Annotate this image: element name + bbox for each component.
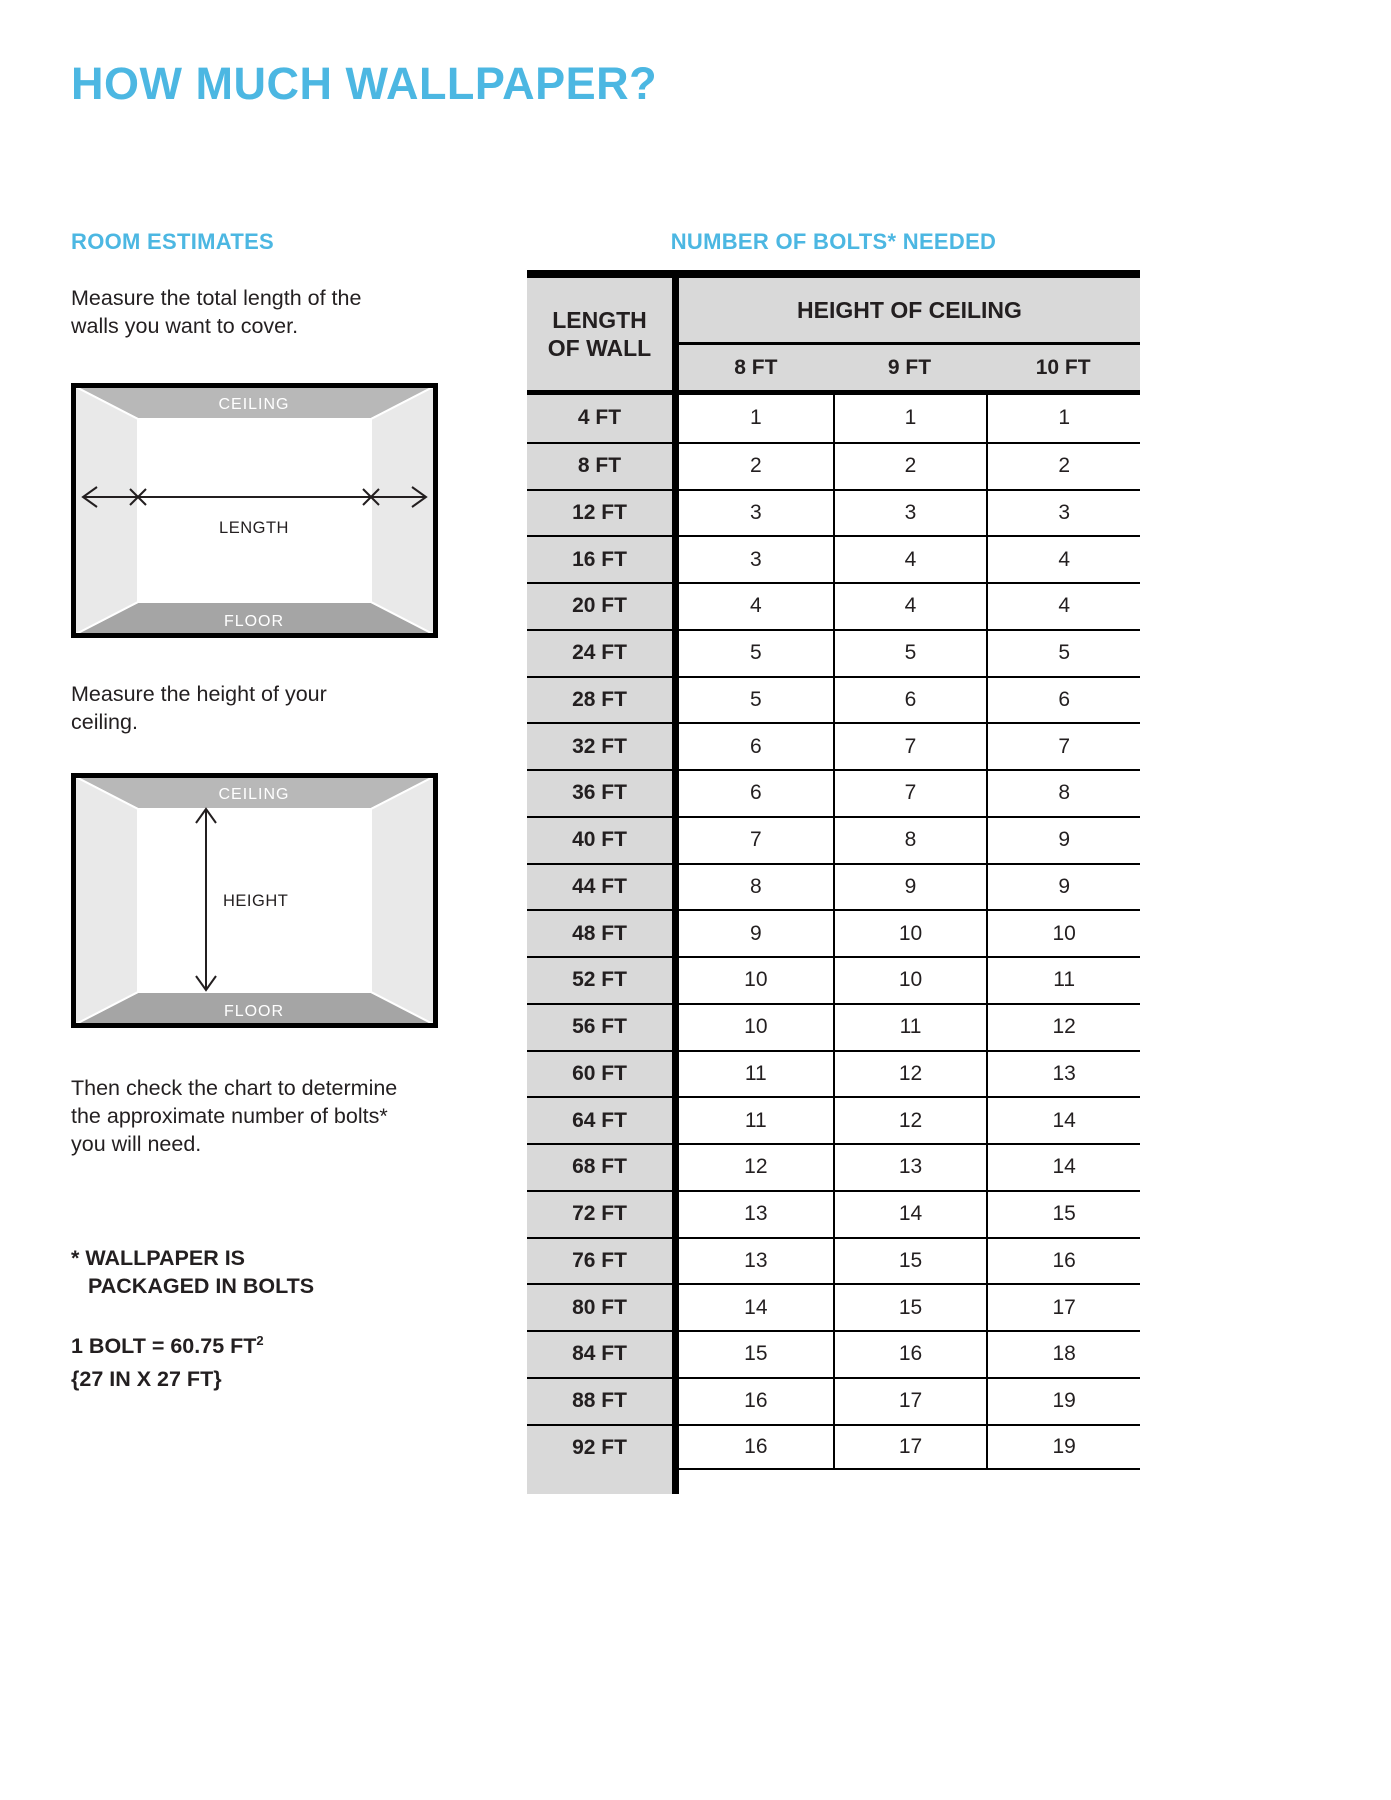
ceiling-label: CEILING xyxy=(218,786,290,803)
table-row xyxy=(527,1237,1140,1284)
bolt-count-cell: 8 xyxy=(679,865,833,910)
bolt-formula: 1 BOLT = 60.75 $FT^2$ xyxy=(71,1333,264,1359)
wall-length-cell: 80 FT xyxy=(527,1285,679,1330)
bolt-count-cell: 16 xyxy=(986,1239,1140,1284)
bolt-count-cell: 11 xyxy=(679,1052,833,1097)
ceiling-height-columns xyxy=(679,345,1140,390)
page-title: HOW MUCH WALLPAPER? xyxy=(71,58,658,109)
bolt-count-cell: 14 xyxy=(986,1145,1140,1190)
table-row xyxy=(527,442,1140,489)
bolt-count-cell: 17 xyxy=(833,1379,987,1424)
wall-length-cell: 8 FT xyxy=(527,444,679,489)
bolt-count-cell: 6 xyxy=(833,678,987,723)
bolt-count-cell: 8 xyxy=(833,818,987,863)
right-wall xyxy=(371,386,435,635)
table-row xyxy=(527,582,1140,629)
table-row xyxy=(527,1096,1140,1143)
wall-length-cell: 48 FT xyxy=(527,911,679,956)
table-row xyxy=(527,816,1140,863)
table-row xyxy=(527,1143,1140,1190)
bolt-spec xyxy=(71,1324,264,1396)
bolts-table-heading: NUMBER OF BOLTS* NEEDED xyxy=(670,229,997,254)
bolt-count-cell: 4 xyxy=(833,584,987,629)
wall-length-cell: 56 FT xyxy=(527,1005,679,1050)
wall-length-cell: 32 FT xyxy=(527,724,679,769)
bolt-count-cell: 19 xyxy=(986,1379,1140,1424)
table-row xyxy=(527,1190,1140,1237)
left-wall xyxy=(74,386,138,635)
bolt-count-cell: 1 xyxy=(833,395,987,442)
wall-length-cell: 20 FT xyxy=(527,584,679,629)
wall-length-cell: 36 FT xyxy=(527,771,679,816)
step2-text: Measure the height of your ceiling. xyxy=(71,682,327,734)
room-estimates-heading: ROOM ESTIMATES xyxy=(71,229,275,254)
table-row xyxy=(527,535,1140,582)
table-footer-stub xyxy=(527,1470,679,1494)
wall-length-cell: 44 FT xyxy=(527,865,679,910)
bolt-count-cell: 3 xyxy=(833,491,987,536)
room-length-diagram xyxy=(71,383,438,638)
table-row xyxy=(527,629,1140,676)
bolt-count-cell: 17 xyxy=(986,1285,1140,1330)
bolt-count-cell: 4 xyxy=(986,537,1140,582)
bolt-count-cell: 16 xyxy=(679,1426,833,1471)
bolt-count-cell: 9 xyxy=(833,865,987,910)
bolt-count-cell: 15 xyxy=(986,1192,1140,1237)
bolt-count-cell: 10 xyxy=(679,1005,833,1050)
bolt-count-cell: 2 xyxy=(833,444,987,489)
bolt-count-cell: 18 xyxy=(986,1332,1140,1377)
table-row xyxy=(527,395,1140,442)
back-wall xyxy=(138,419,371,602)
bolt-count-cell: 11 xyxy=(833,1005,987,1050)
bolt-count-cell: 3 xyxy=(679,537,833,582)
bolt-count-cell: 13 xyxy=(679,1239,833,1284)
table-row xyxy=(527,1424,1140,1471)
bolt-count-cell: 10 xyxy=(986,911,1140,956)
wall-length-cell: 60 FT xyxy=(527,1052,679,1097)
wall-length-cell: 28 FT xyxy=(527,678,679,723)
bolt-count-cell: 6 xyxy=(679,724,833,769)
bolt-count-cell: 9 xyxy=(986,818,1140,863)
bolt-count-cell: 17 xyxy=(833,1426,987,1471)
bolt-count-cell: 12 xyxy=(679,1145,833,1190)
bolt-count-cell: 7 xyxy=(833,724,987,769)
bolt-count-cell: 4 xyxy=(986,584,1140,629)
ceiling-label: CEILING xyxy=(218,396,290,413)
wall-length-cell: 92 FT xyxy=(527,1426,679,1471)
bolt-count-cell: 3 xyxy=(679,491,833,536)
bolt-formula-exponent: 2 xyxy=(256,1333,264,1348)
footnote-line1: * WALLPAPER IS xyxy=(71,1246,246,1270)
bolt-count-cell: 13 xyxy=(679,1192,833,1237)
col-header-8ft: 8 FT xyxy=(734,355,778,379)
table-row xyxy=(527,676,1140,723)
wall-length-cell: 24 FT xyxy=(527,631,679,676)
ceiling-header-group xyxy=(679,278,1140,390)
bolt-count-cell: 6 xyxy=(986,678,1140,723)
col-header-9ft: 9 FT xyxy=(887,355,932,379)
wall-length-cell: 4 FT xyxy=(527,395,679,442)
bolt-count-cell: 12 xyxy=(833,1052,987,1097)
table-row xyxy=(527,769,1140,816)
wall-length-cell: 16 FT xyxy=(527,537,679,582)
bolt-count-cell: 11 xyxy=(986,958,1140,1003)
right-wall xyxy=(371,776,435,1025)
bolt-count-cell: 16 xyxy=(679,1379,833,1424)
left-wall xyxy=(74,776,138,1025)
bolt-count-cell: 5 xyxy=(679,678,833,723)
bolt-count-cell: 16 xyxy=(833,1332,987,1377)
table-row xyxy=(527,1283,1140,1330)
bolt-count-cell: 2 xyxy=(679,444,833,489)
bolt-count-cell: 11 xyxy=(679,1098,833,1143)
length-label: LENGTH xyxy=(219,519,289,537)
bolt-count-cell: 9 xyxy=(679,911,833,956)
bolt-count-cell: 12 xyxy=(986,1005,1140,1050)
table-row xyxy=(527,1377,1140,1424)
bolt-count-cell: 9 xyxy=(986,865,1140,910)
bolt-count-cell: 15 xyxy=(833,1239,987,1284)
table-row xyxy=(527,1330,1140,1377)
bolts-table xyxy=(527,270,1140,1494)
room-height-diagram xyxy=(71,773,438,1028)
bolts-table-body xyxy=(527,395,1140,1470)
bolt-count-cell: 12 xyxy=(833,1098,987,1143)
bolt-count-cell: 6 xyxy=(679,771,833,816)
wall-length-cell: 12 FT xyxy=(527,491,679,536)
wall-length-cell: 84 FT xyxy=(527,1332,679,1377)
table-row xyxy=(527,1003,1140,1050)
bolt-count-cell: 14 xyxy=(679,1285,833,1330)
floor-label: FLOOR xyxy=(223,1003,285,1020)
bolt-count-cell: 4 xyxy=(833,537,987,582)
bolt-count-cell: 10 xyxy=(833,911,987,956)
bolt-count-cell: 10 xyxy=(679,958,833,1003)
table-row xyxy=(527,1050,1140,1097)
bolt-dimensions: {27 IN X 27 FT} xyxy=(71,1367,222,1392)
wallpaper-bolts-footnote xyxy=(71,1244,314,1300)
wall-length-cell: 72 FT xyxy=(527,1192,679,1237)
height-label: HEIGHT xyxy=(223,892,289,910)
wall-length-cell: 68 FT xyxy=(527,1145,679,1190)
bolt-count-cell: 5 xyxy=(833,631,987,676)
bolt-count-cell: 15 xyxy=(833,1285,987,1330)
bolt-count-cell: 13 xyxy=(833,1145,987,1190)
bolt-count-cell: 14 xyxy=(833,1192,987,1237)
floor-label: FLOOR xyxy=(223,613,285,630)
bolt-count-cell: 4 xyxy=(679,584,833,629)
table-header xyxy=(527,278,1140,395)
wall-length-cell: 76 FT xyxy=(527,1239,679,1284)
bolt-count-cell: 5 xyxy=(679,631,833,676)
wall-length-cell: 88 FT xyxy=(527,1379,679,1424)
bolt-count-cell: 8 xyxy=(986,771,1140,816)
bolt-count-cell: 1 xyxy=(679,395,833,442)
table-row xyxy=(527,863,1140,910)
bolt-count-cell: 13 xyxy=(986,1052,1140,1097)
table-row xyxy=(527,956,1140,1003)
bolt-count-cell: 10 xyxy=(833,958,987,1003)
col-header-10ft: 10 FT xyxy=(1035,355,1091,379)
bolt-count-cell: 7 xyxy=(679,818,833,863)
bolt-count-cell: 1 xyxy=(986,395,1140,442)
table-row xyxy=(527,489,1140,536)
bolt-count-cell: 14 xyxy=(986,1098,1140,1143)
bolts-table-section xyxy=(527,229,1140,1494)
bolt-count-cell: 5 xyxy=(986,631,1140,676)
bolt-count-cell: 7 xyxy=(986,724,1140,769)
wall-length-cell: 40 FT xyxy=(527,818,679,863)
bolt-count-cell: 3 xyxy=(986,491,1140,536)
bolt-count-cell: 15 xyxy=(679,1332,833,1377)
wall-length-cell: 52 FT xyxy=(527,958,679,1003)
step3-text: Then check the chart to determine the approximate number of bolts* you will need. xyxy=(71,1076,398,1156)
table-footer-stub-row xyxy=(527,1470,1140,1494)
bolt-count-cell: 2 xyxy=(986,444,1140,489)
step1-text: Measure the total length of the walls you want to cover. xyxy=(71,286,362,338)
bolt-count-cell: 19 xyxy=(986,1426,1140,1471)
wall-length-cell: 64 FT xyxy=(527,1098,679,1143)
length-of-wall-header: LENGTH OF WALL xyxy=(527,278,679,390)
bolt-count-cell: 7 xyxy=(833,771,987,816)
table-row xyxy=(527,909,1140,956)
height-of-ceiling-header: HEIGHT OF CEILING xyxy=(679,278,1140,345)
table-row xyxy=(527,722,1140,769)
footnote-line2: PACKAGED IN BOLTS xyxy=(88,1274,315,1298)
